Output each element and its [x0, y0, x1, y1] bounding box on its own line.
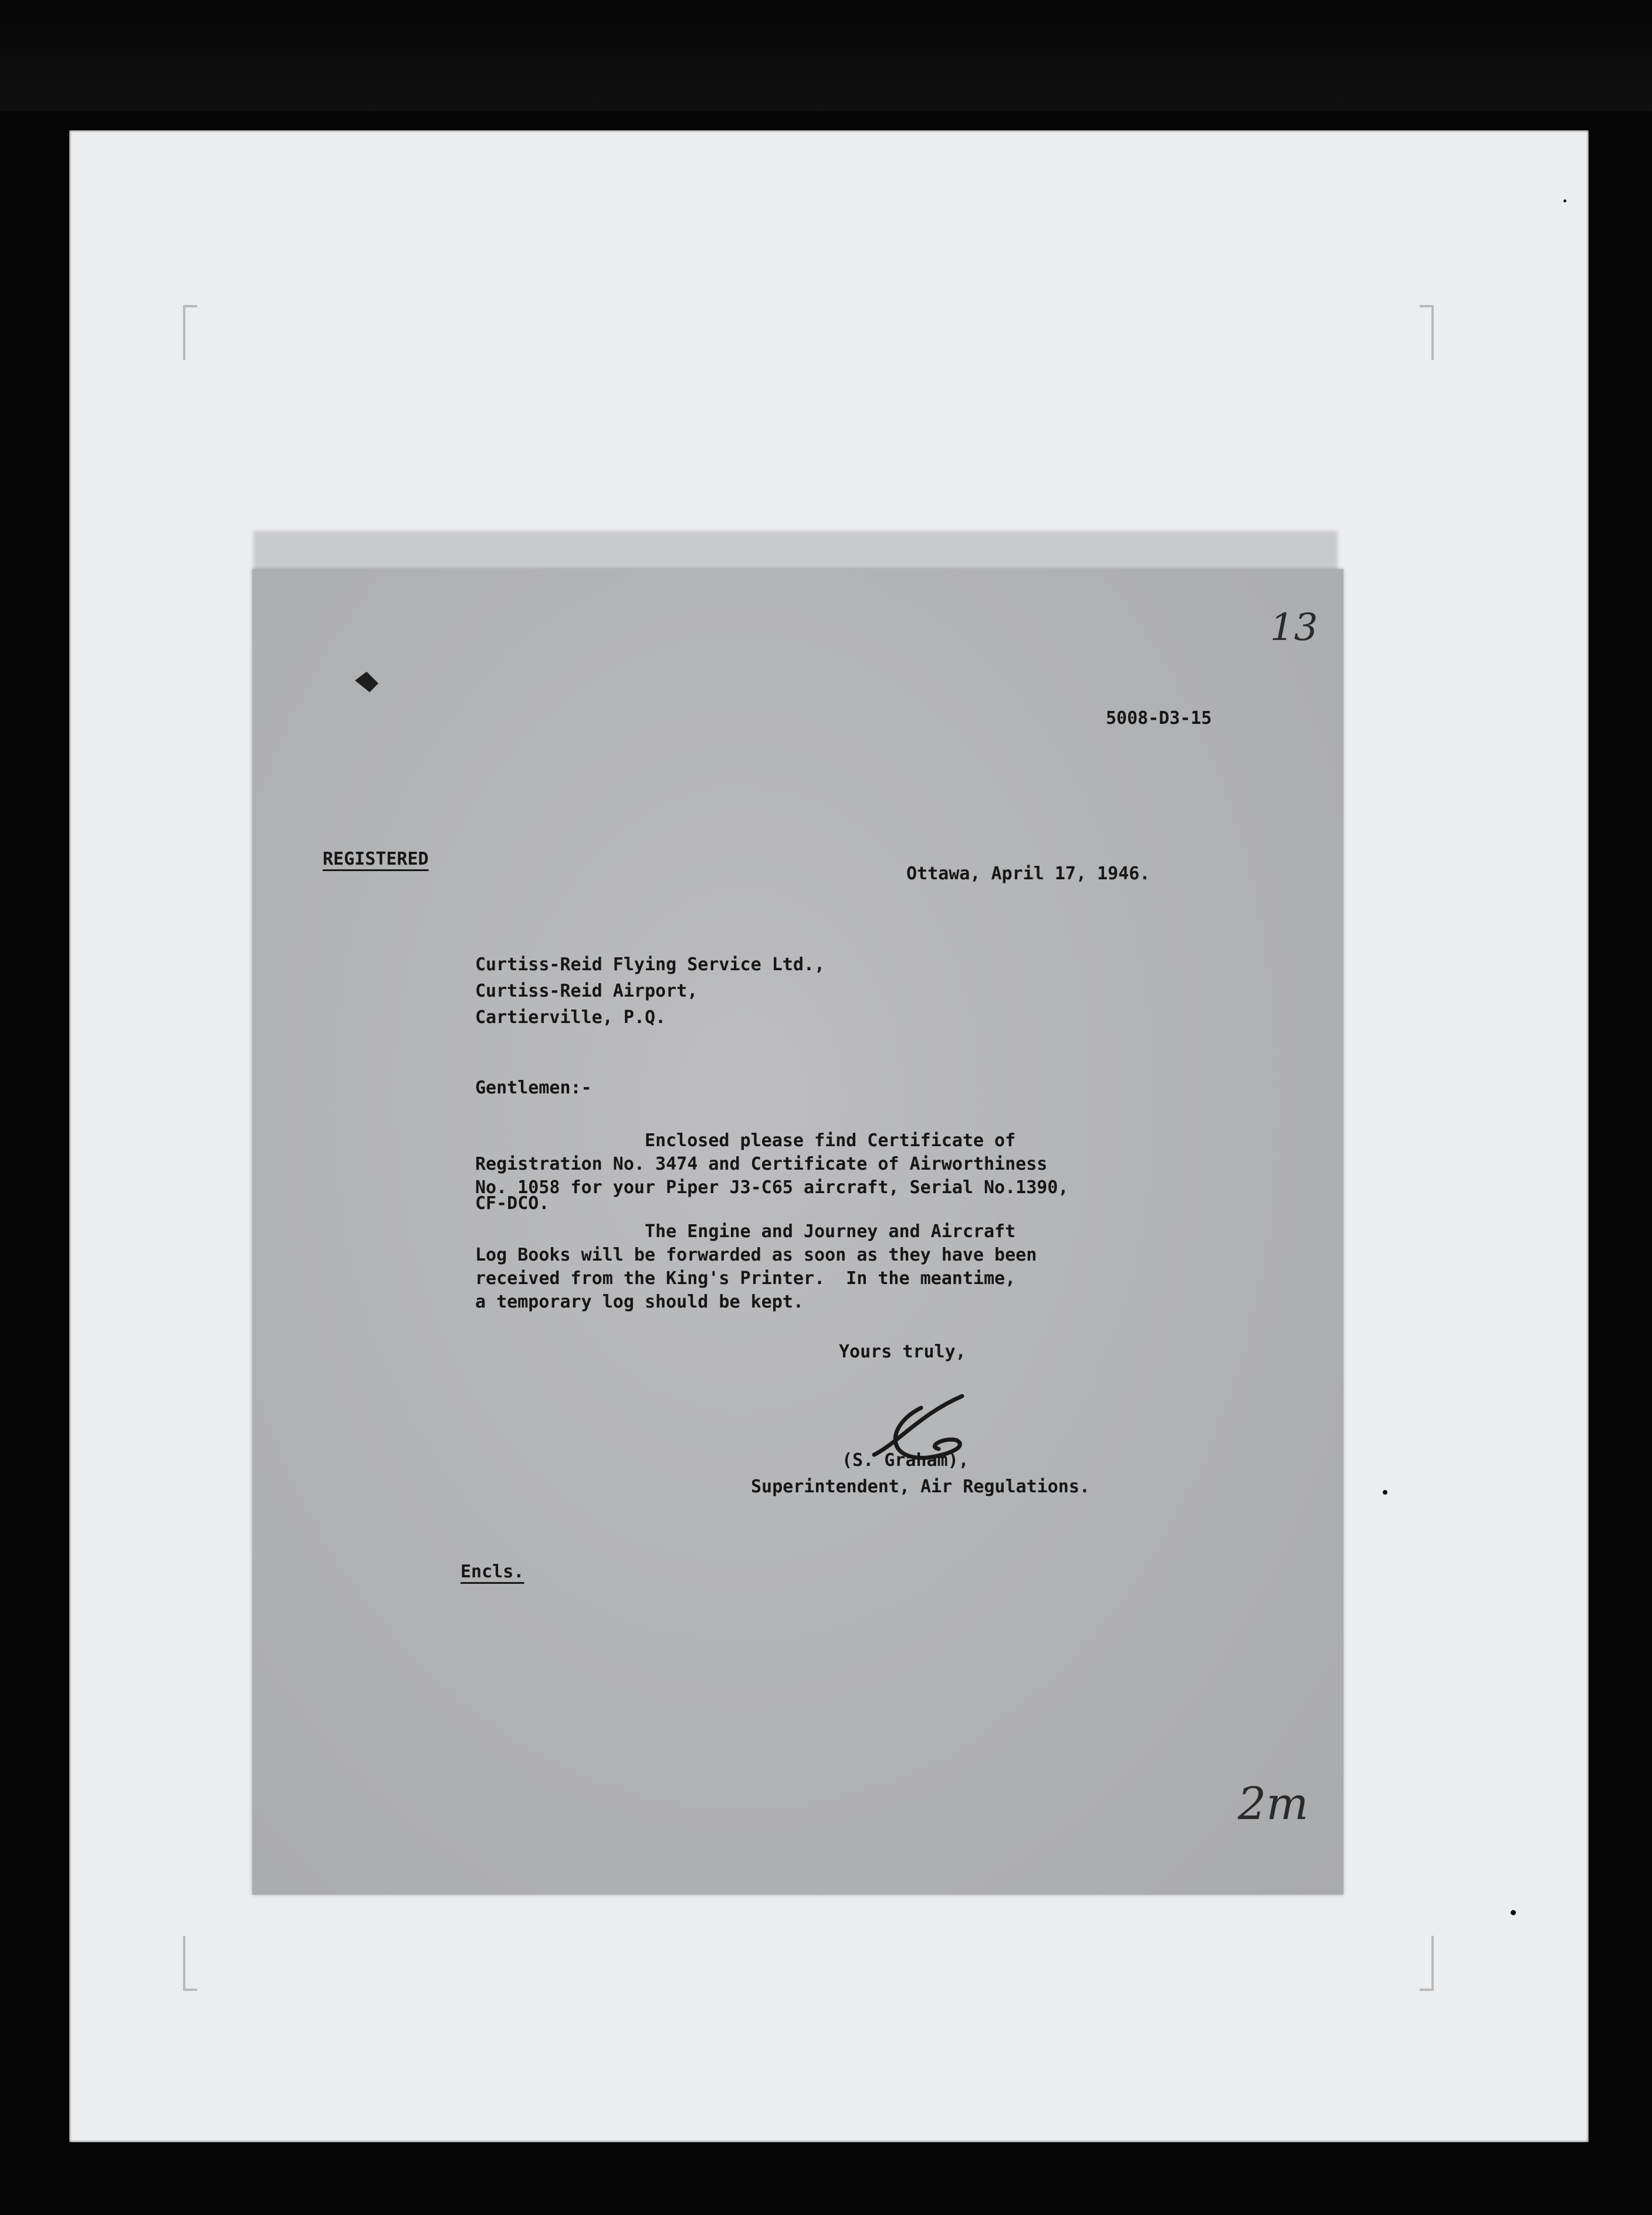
paragraph-line: CF-DCO.	[475, 1193, 550, 1214]
signature-title: Superintendent, Air Regulations.	[751, 1476, 1090, 1497]
handwritten-mark: 2m	[1238, 1777, 1309, 1830]
signature-name: (S. Graham),	[842, 1450, 969, 1471]
paragraph-line: Log Books will be forwarded as soon as they have been	[475, 1245, 1037, 1265]
paragraph-line: No. 1058 for your Piper J3-C65 aircraft, Serial No.1390,	[475, 1177, 1069, 1198]
handwritten-page-number: 13	[1270, 606, 1318, 649]
dust-speck	[1563, 199, 1566, 202]
place-date: Ottawa, April 17, 1946.	[906, 863, 1150, 884]
addressee-line: Cartierville, P.Q.	[475, 1007, 666, 1028]
file-number: 5008-D3-15	[1106, 708, 1212, 729]
registered-label: REGISTERED	[323, 849, 429, 869]
film-edge	[0, 0, 1652, 111]
addressee-line: Curtiss-Reid Flying Service Ltd.,	[475, 954, 825, 975]
crop-mark-top-left	[183, 305, 197, 360]
crop-mark-top-right	[1420, 305, 1434, 360]
dust-speck	[1383, 1490, 1387, 1495]
closing: Yours truly,	[839, 1342, 966, 1362]
paragraph-line: Registration No. 3474 and Certificate of Airworthiness	[475, 1154, 1048, 1174]
crop-mark-bottom-left	[183, 1936, 197, 1991]
crop-mark-bottom-right	[1420, 1936, 1434, 1991]
paragraph-line: received from the King's Printer. In the meantime,	[475, 1268, 1016, 1289]
punch-mark	[352, 669, 387, 698]
salutation: Gentlemen:-	[475, 1078, 592, 1098]
addressee-line: Curtiss-Reid Airport,	[475, 981, 698, 1001]
letter-page	[252, 569, 1343, 1895]
paragraph-line: The Engine and Journey and Aircraft	[475, 1221, 1016, 1242]
enclosure-note: Encls.	[461, 1562, 524, 1582]
paragraph-line: a temporary log should be kept.	[475, 1292, 804, 1312]
dust-speck	[1511, 1910, 1516, 1915]
paragraph-line: Enclosed please find Certificate of	[475, 1130, 1016, 1151]
